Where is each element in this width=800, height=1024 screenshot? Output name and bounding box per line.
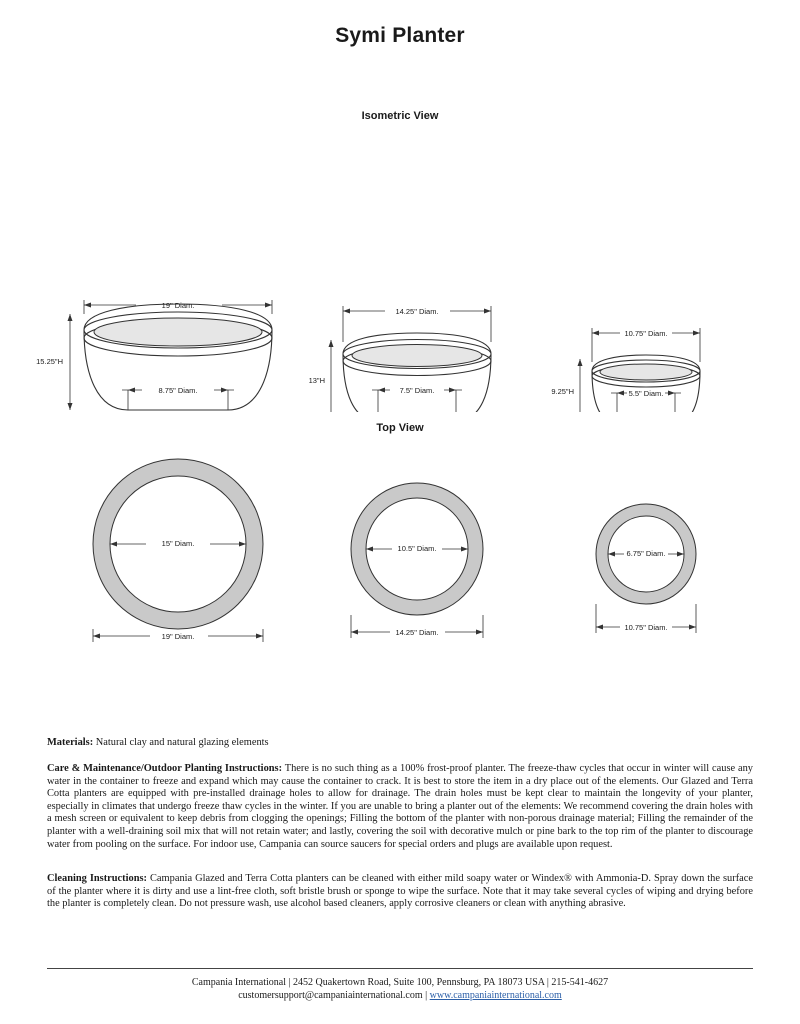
top-view-figures (0, 434, 800, 669)
footer-website-link[interactable]: www.campaniainternational.com (429, 990, 562, 1001)
planter-medium-iso (343, 333, 491, 412)
isometric-view-label: Isometric View (361, 110, 439, 122)
page-footer (47, 968, 753, 1002)
cleaning-label: Cleaning Instructions: (47, 873, 147, 884)
dimension-medium-height (329, 340, 334, 412)
label-large-top-diam: 19" Diam. (161, 301, 195, 310)
top-view-label: Top View (376, 422, 424, 434)
cleaning-note (47, 873, 753, 911)
materials-label: Materials: (47, 737, 94, 748)
footer-separator: | (422, 990, 430, 1001)
materials-note (47, 737, 753, 750)
dimension-large-height (68, 314, 73, 410)
document-page (0, 24, 800, 1024)
label-large-height: 15.25"H (36, 357, 63, 366)
label-small-base-diam: 5.5" Diam. (628, 389, 664, 398)
care-note (47, 763, 753, 851)
footer-contact (47, 989, 753, 1002)
label-small-inner-diam: 6.75" Diam. (626, 549, 666, 558)
footer-divider (47, 968, 753, 969)
planter-small-iso (592, 355, 700, 412)
label-medium-height: 13"H (308, 376, 325, 385)
footer-email: customersupport@campaniainternational.com (238, 990, 423, 1001)
label-small-height: 9.25"H (551, 387, 574, 396)
label-medium-inner-diam: 10.5" Diam. (397, 544, 437, 553)
materials-text: Natural clay and natural glazing elements (93, 737, 269, 748)
label-small-top-diam: 10.75" Diam. (624, 329, 668, 338)
label-large-base-diam: 8.75" Diam. (158, 386, 198, 395)
care-label: Care & Maintenance/Outdoor Planting Instructions: (47, 763, 283, 774)
label-large-outer-diam: 19" Diam. (161, 632, 195, 641)
label-medium-base-diam: 7.5" Diam. (399, 386, 435, 395)
cleaning-text: Campania Glazed and Terra Cotta planters can be cleaned with either mild soapy water or Windex® with Ammonia-D. Spray down the surface of the planter where it is dirty and use a lint-free cloth, soft bristle brush or sponge to wipe the surface. Note that it may take several cycles of wiping and drying before the planter is completely clean. Do not pressure wash, use alcohol based cleaners, apply corrosive cleaners or clean with anything abrasive. (47, 873, 753, 910)
footer-address: Campania International | 2452 Quakertown Road, Suite 100, Pennsburg, PA 18073 USA | 215-541-4627 (191, 977, 609, 988)
dimension-small-height (578, 359, 583, 412)
label-large-inner-diam: 15" Diam. (161, 539, 195, 548)
isometric-drawings (0, 122, 800, 412)
label-small-outer-diam: 10.75" Diam. (624, 623, 668, 632)
label-medium-top-diam: 14.25" Diam. (395, 307, 439, 316)
care-text: There is no such thing as a 100% frost-proof planter. The freeze-thaw cycles that occur in winter will cause any water in the container to freeze and expand which may cause the container to crack. It is best to store the item in a dry place out of the elements. Our Glazed and Terra Cotta planters are equipped with pre-installed drainage holes to allow for drainage. The drain holes must be kept clear to maintain the longevity of your planter, especially in climates that undergo freeze thaw cycles in the winter. If you are unable to bring a planter out of the elements: We recommend covering the drain holes with a mesh screen or equivalent to keep debris from clogging the openings; Filling the bottom of the planter with non-porous drainage material; Filling the remainder of the planter with a well-draining soil mix that will not retain water; and lastly, covering the soil with decorative mulch or pine bark to the top rim of the planter to discourage water from pooling on the surface. For indoor use, Campania can source saucers for special orders and plugs are available upon request. (47, 763, 754, 850)
isometric-figures (0, 122, 800, 412)
label-medium-outer-diam: 14.25" Diam. (395, 628, 439, 637)
top-view-drawings (0, 434, 800, 669)
page-title: Symi Planter (335, 24, 465, 47)
